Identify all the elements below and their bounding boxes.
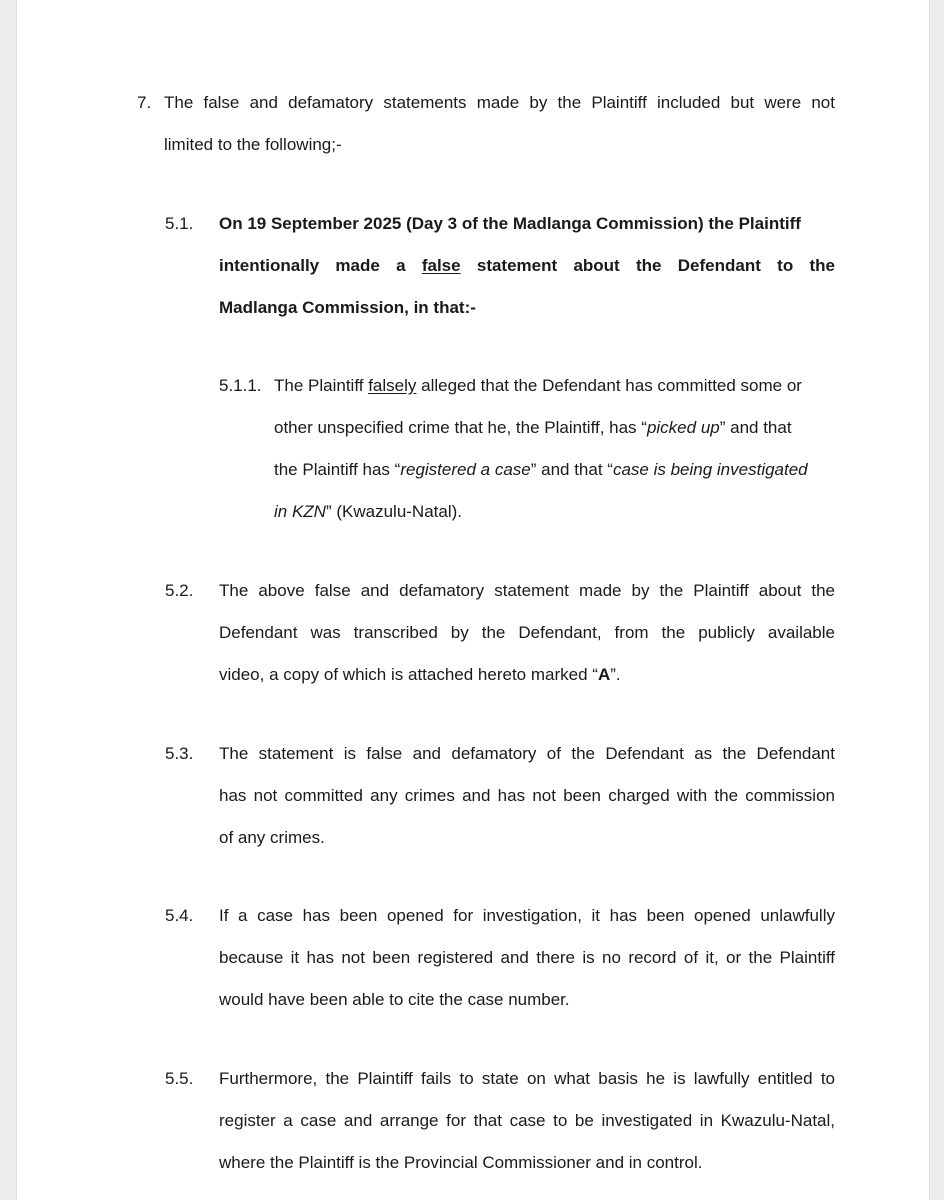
paragraph-line: The Plaintiff falsely alleged that the Defendant has committed some or — [274, 376, 802, 395]
paragraph-line: other unspecified crime that he, the Plaintiff, has “picked up” and that — [274, 418, 792, 437]
paragraph-line: Furthermore, the Plaintiff fails to state on what basis he is lawfully entitled to — [219, 1069, 835, 1088]
paragraph-line: in KZN” (Kwazulu-Natal). — [274, 502, 463, 521]
paragraph-number: 5.1.1. — [219, 376, 262, 395]
paragraph-line: If a case has been opened for investigation, it has been opened unlawfully — [219, 906, 835, 925]
quoted-phrase: picked up — [646, 418, 720, 437]
quoted-phrase: registered a case — [400, 460, 531, 479]
paragraph-line: On 19 September 2025 (Day 3 of the Madlanga Commission) the Plaintiff — [219, 214, 801, 233]
paragraph-line: The false and defamatory statements made by the Plaintiff included but were not — [164, 93, 835, 112]
paragraph-line: because it has not been registered and there is no record of it, or the Plaintiff — [219, 948, 835, 967]
paragraph-number: 7. — [137, 93, 152, 112]
paragraph-line: The statement is false and defamatory of the Defendant as the Defendant — [219, 744, 835, 763]
paragraph-line: video, a copy of which is attached hereto marked “A”. — [219, 665, 621, 684]
paragraph-line: where the Plaintiff is the Provincial Commissioner and in control. — [219, 1153, 703, 1172]
paragraph-line: would have been able to cite the case number. — [219, 990, 570, 1009]
paragraph-line: has not committed any crimes and has not been charged with the commission — [219, 786, 835, 805]
paragraph-number: 5.5. — [165, 1069, 194, 1088]
paragraph-line: register a case and arrange for that case to be investigated in Kwazulu-Natal, — [219, 1111, 835, 1130]
paragraph-number: 5.3. — [165, 744, 194, 763]
paragraph-number: 5.2. — [165, 581, 194, 600]
paragraph-line: intentionally made a false statement about the Defendant to the — [219, 256, 835, 275]
exhibit-label: A — [597, 665, 611, 684]
paragraph-number: 5.1. — [165, 214, 194, 233]
paragraph-line: of any crimes. — [219, 828, 325, 847]
paragraph-line: Madlanga Commission, in that:- — [219, 298, 476, 317]
paragraph-line: the Plaintiff has “registered a case” and that “case is being investigated — [274, 460, 808, 479]
underlined-word: falsely — [368, 376, 417, 395]
quoted-phrase: in KZN — [274, 502, 326, 521]
paragraph-line: Defendant was transcribed by the Defendant, from the publicly available — [219, 623, 835, 642]
paragraph-line: The above false and defamatory statement made by the Plaintiff about the — [219, 581, 835, 600]
underlined-word: false — [421, 256, 461, 275]
paragraph-line: limited to the following;- — [164, 135, 342, 154]
quoted-phrase: case is being investigated — [612, 460, 808, 479]
document-page — [16, 0, 930, 1200]
paragraph-number: 5.4. — [165, 906, 194, 925]
